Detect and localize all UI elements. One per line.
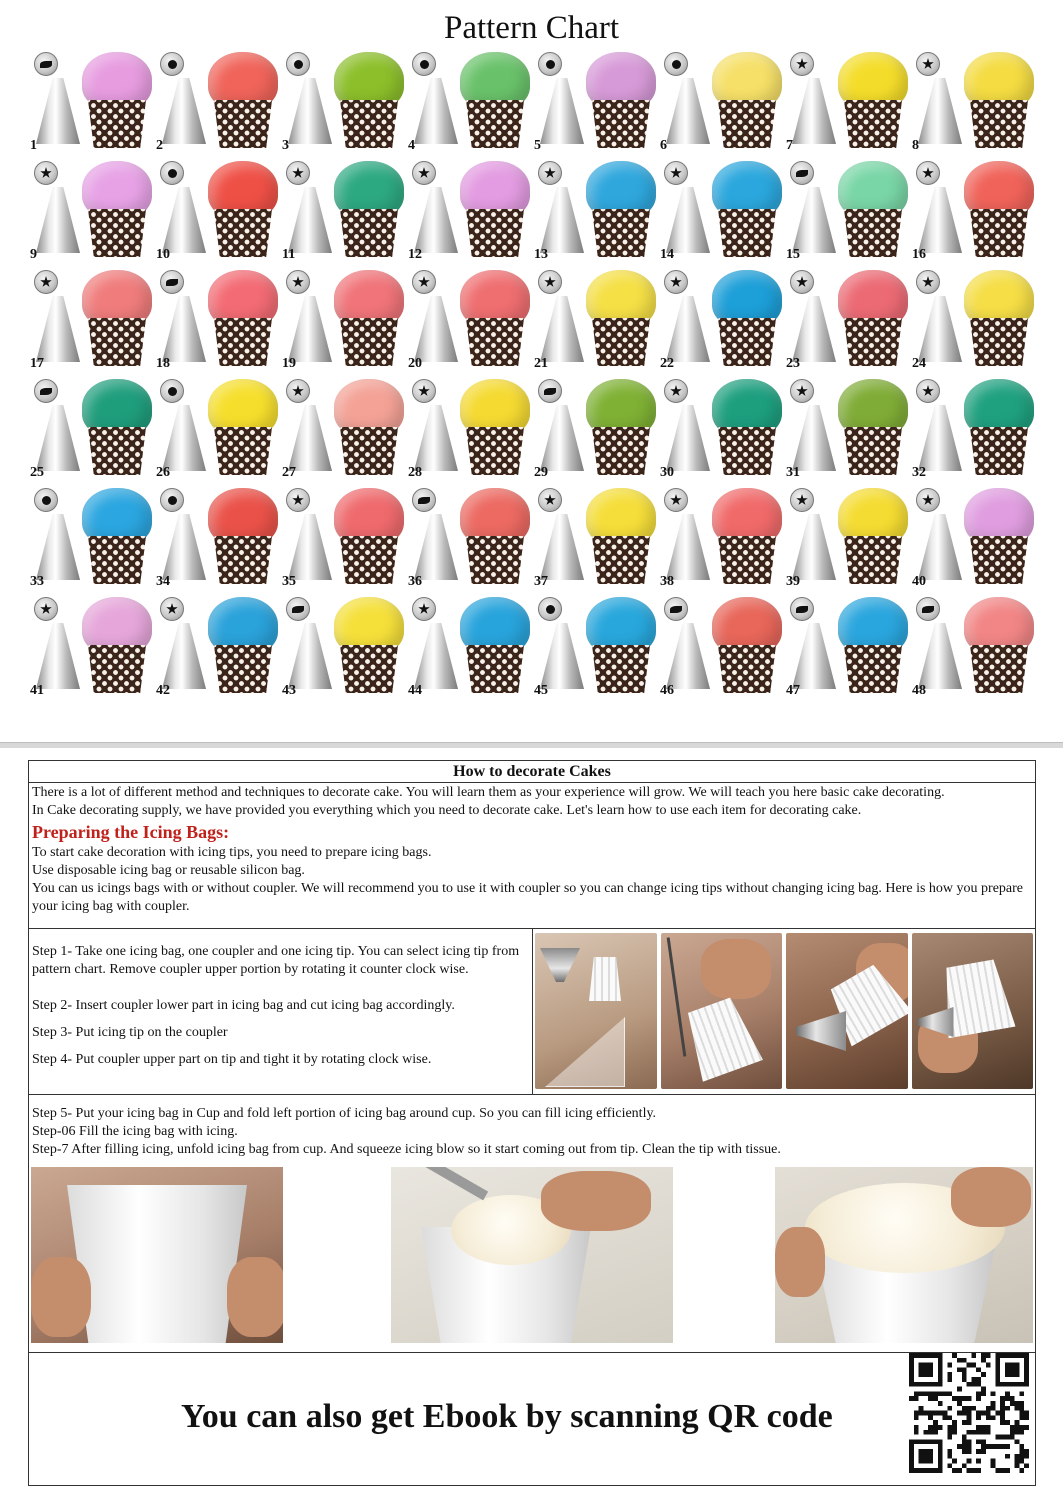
cupcake-liner (592, 536, 650, 584)
prep-line: You can us icings bags with or without coupler. We will recommend you to use it with coupler so you can change icing tips without changing icing bag. Here is how you prepare your icing bag with coupler. (32, 881, 1023, 914)
piping-tip-icon (288, 623, 332, 689)
piping-tip-icon (162, 78, 206, 144)
coupler-steps-text (29, 929, 533, 1094)
step-5: Step 5- Put your icing bag in Cup and fold left portion of icing bag around cup. So you can fill icing efficiently. (32, 1106, 657, 1121)
tip-opening-icon (790, 488, 814, 512)
piping-tip-icon (36, 78, 80, 144)
piping-tip-icon (288, 514, 332, 580)
tip-number: 42 (156, 683, 170, 698)
cupcake-liner (718, 209, 776, 257)
pattern-grid (28, 48, 1036, 704)
cupcake-liner (970, 100, 1028, 148)
photo-tighten-ring (912, 933, 1034, 1089)
pattern-tip-39 (784, 484, 910, 592)
tip-number: 44 (408, 683, 422, 698)
tip-number: 41 (30, 683, 44, 698)
prep-line: Use disposable icing bag or reusable silicon bag. (32, 863, 305, 878)
pattern-tip-44 (406, 593, 532, 701)
tip-opening-icon (790, 52, 814, 76)
piping-tip-icon (540, 405, 584, 471)
tip-opening-icon (538, 379, 562, 403)
pattern-tip-38 (658, 484, 784, 592)
piping-tip-icon (792, 623, 836, 689)
pattern-tip-24 (910, 266, 1036, 374)
pattern-tip-6 (658, 48, 784, 156)
pattern-tip-30 (658, 375, 784, 483)
pattern-tip-26 (154, 375, 280, 483)
piping-tip-icon (540, 296, 584, 362)
pattern-tip-29 (532, 375, 658, 483)
pattern-tip-12 (406, 157, 532, 265)
tip-number: 46 (660, 683, 674, 698)
prep-line: To start cake decoration with icing tips, you need to prepare icing bags. (32, 845, 432, 860)
piping-tip-icon (792, 514, 836, 580)
piping-tip-icon (540, 78, 584, 144)
tip-number: 24 (912, 356, 926, 371)
cupcake-liner (340, 209, 398, 257)
cupcake-liner (466, 427, 524, 475)
piping-tip-icon (162, 623, 206, 689)
tip-opening-icon (286, 597, 310, 621)
tip-opening-icon (160, 161, 184, 185)
tip-number: 35 (282, 574, 296, 589)
pattern-tip-22 (658, 266, 784, 374)
pattern-tip-10 (154, 157, 280, 265)
piping-tip-icon (36, 405, 80, 471)
cupcake-liner (88, 427, 146, 475)
cupcake-liner (844, 318, 902, 366)
pattern-tip-4 (406, 48, 532, 156)
tip-number: 18 (156, 356, 170, 371)
tip-opening-icon (412, 161, 436, 185)
chart-title: Pattern Chart (443, 10, 620, 46)
tip-opening-icon (916, 597, 940, 621)
cupcake-liner (466, 209, 524, 257)
tip-number: 37 (534, 574, 548, 589)
tip-opening-icon (286, 161, 310, 185)
tip-number: 45 (534, 683, 548, 698)
tip-opening-icon (160, 488, 184, 512)
tip-number: 34 (156, 574, 170, 589)
intro-section (29, 783, 1035, 929)
pattern-tip-27 (280, 375, 406, 483)
pattern-tip-7 (784, 48, 910, 156)
photo-fill-icing (391, 1167, 673, 1343)
tip-opening-icon (790, 270, 814, 294)
cupcake-liner (466, 318, 524, 366)
cupcake-liner (340, 318, 398, 366)
pattern-tip-37 (532, 484, 658, 592)
cupcake-liner (844, 427, 902, 475)
pattern-tip-47 (784, 593, 910, 701)
tip-number: 13 (534, 247, 548, 262)
cupcake-liner (844, 209, 902, 257)
cupcake-liner (88, 536, 146, 584)
tip-number: 39 (786, 574, 800, 589)
cupcake-liner (214, 645, 272, 693)
tip-opening-icon (916, 488, 940, 512)
cupcake-liner (970, 536, 1028, 584)
tip-number: 43 (282, 683, 296, 698)
photo-coupler-parts (535, 933, 657, 1089)
cupcake-liner (592, 645, 650, 693)
tip-number: 47 (786, 683, 800, 698)
tip-opening-icon (664, 161, 688, 185)
tip-opening-icon (916, 161, 940, 185)
piping-tip-icon (792, 187, 836, 253)
tip-number: 26 (156, 465, 170, 480)
tip-opening-icon (412, 488, 436, 512)
tip-number: 14 (660, 247, 674, 262)
pattern-tip-36 (406, 484, 532, 592)
pattern-tip-17 (28, 266, 154, 374)
pattern-tip-32 (910, 375, 1036, 483)
pattern-tip-41 (28, 593, 154, 701)
tip-opening-icon (538, 52, 562, 76)
piping-tip-icon (918, 296, 962, 362)
cupcake-liner (844, 100, 902, 148)
tip-opening-icon (412, 379, 436, 403)
tip-opening-icon (34, 161, 58, 185)
tip-opening-icon (160, 597, 184, 621)
cupcake-liner (340, 536, 398, 584)
tip-number: 17 (30, 356, 44, 371)
tip-opening-icon (538, 161, 562, 185)
tip-opening-icon (412, 270, 436, 294)
step-6: Step-06 Fill the icing bag with icing. (32, 1124, 238, 1139)
pattern-tip-14 (658, 157, 784, 265)
piping-tip-icon (918, 78, 962, 144)
pattern-tip-21 (532, 266, 658, 374)
piping-tip-icon (666, 296, 710, 362)
tip-opening-icon (790, 379, 814, 403)
piping-tip-icon (792, 405, 836, 471)
piping-tip-icon (162, 405, 206, 471)
pattern-tip-16 (910, 157, 1036, 265)
cupcake-liner (592, 427, 650, 475)
pattern-tip-8 (910, 48, 1036, 156)
tip-number: 38 (660, 574, 674, 589)
tip-opening-icon (160, 52, 184, 76)
cupcake-liner (844, 645, 902, 693)
pattern-tip-48 (910, 593, 1036, 701)
pattern-tip-28 (406, 375, 532, 483)
cupcake-liner (340, 100, 398, 148)
piping-tip-icon (162, 187, 206, 253)
tip-opening-icon (538, 488, 562, 512)
pattern-tip-1 (28, 48, 154, 156)
tip-number: 6 (660, 138, 667, 153)
tip-opening-icon (916, 52, 940, 76)
pattern-tip-18 (154, 266, 280, 374)
piping-tip-icon (414, 405, 458, 471)
cupcake-liner (970, 645, 1028, 693)
piping-tip-icon (918, 187, 962, 253)
piping-tip-icon (666, 623, 710, 689)
tip-number: 8 (912, 138, 919, 153)
cupcake-liner (592, 318, 650, 366)
photo-cut-bag (661, 933, 783, 1089)
pattern-tip-19 (280, 266, 406, 374)
intro-line: There is a lot of different method and techniques to decorate cake. You will learn them as your experience will grow. We will teach you here basic cake decorating. (32, 785, 945, 800)
piping-tip-icon (414, 514, 458, 580)
tip-opening-icon (34, 52, 58, 76)
cupcake-liner (88, 645, 146, 693)
cupcake-liner (592, 209, 650, 257)
piping-tip-icon (36, 514, 80, 580)
piping-tip-icon (288, 405, 332, 471)
tip-number: 16 (912, 247, 926, 262)
pattern-tip-20 (406, 266, 532, 374)
cupcake-liner (214, 427, 272, 475)
piping-tip-icon (414, 296, 458, 362)
tip-opening-icon (412, 52, 436, 76)
cupcake-liner (466, 645, 524, 693)
pattern-tip-43 (280, 593, 406, 701)
tip-number: 19 (282, 356, 296, 371)
piping-tip-icon (792, 296, 836, 362)
tip-number: 22 (660, 356, 674, 371)
qr-caption: You can also get Ebook by scanning QR code (181, 1398, 833, 1435)
tip-number: 9 (30, 247, 37, 262)
tip-number: 36 (408, 574, 422, 589)
pattern-tip-13 (532, 157, 658, 265)
piping-tip-icon (666, 514, 710, 580)
cupcake-liner (214, 318, 272, 366)
photo-unfold-bag (775, 1167, 1033, 1343)
tip-number: 23 (786, 356, 800, 371)
pattern-tip-33 (28, 484, 154, 592)
piping-tip-icon (414, 623, 458, 689)
coupler-steps-photos (535, 933, 1033, 1089)
piping-tip-icon (36, 187, 80, 253)
tip-opening-icon (790, 161, 814, 185)
pattern-tip-5 (532, 48, 658, 156)
piping-tip-icon (162, 296, 206, 362)
tip-number: 40 (912, 574, 926, 589)
step-4: Step 4- Put coupler upper part on tip and tight it by rotating clock wise. (32, 1052, 432, 1067)
step-3: Step 3- Put icing tip on the coupler (32, 1025, 228, 1040)
tip-opening-icon (34, 379, 58, 403)
piping-tip-icon (792, 78, 836, 144)
piping-tip-icon (162, 514, 206, 580)
intro-line: In Cake decorating supply, we have provided you everything which you need to decorate cake. Let's learn how to use each item for decorating cake. (32, 803, 862, 818)
coupler-steps-section (29, 929, 1035, 1095)
cupcake-liner (970, 427, 1028, 475)
tip-opening-icon (34, 270, 58, 294)
tip-number: 32 (912, 465, 926, 480)
tip-opening-icon (286, 52, 310, 76)
tip-opening-icon (916, 379, 940, 403)
cupcake-liner (214, 100, 272, 148)
cupcake-liner (88, 209, 146, 257)
piping-tip-icon (540, 187, 584, 253)
pattern-tip-34 (154, 484, 280, 592)
pattern-tip-9 (28, 157, 154, 265)
pattern-tip-23 (784, 266, 910, 374)
tip-opening-icon (916, 270, 940, 294)
cupcake-liner (340, 645, 398, 693)
cupcake-liner (718, 427, 776, 475)
page-separator (0, 742, 1063, 748)
tip-number: 30 (660, 465, 674, 480)
cupcake-liner (88, 100, 146, 148)
tip-number: 20 (408, 356, 422, 371)
tip-opening-icon (286, 379, 310, 403)
piping-tip-icon (36, 623, 80, 689)
pattern-tip-3 (280, 48, 406, 156)
tip-opening-icon (412, 597, 436, 621)
tip-number: 25 (30, 465, 44, 480)
tip-number: 27 (282, 465, 296, 480)
cupcake-liner (214, 209, 272, 257)
tip-number: 31 (786, 465, 800, 480)
pattern-tip-42 (154, 593, 280, 701)
cupcake-liner (970, 318, 1028, 366)
step-2: Step 2- Insert coupler lower part in icing bag and cut icing bag accordingly. (32, 998, 455, 1013)
tip-number: 2 (156, 138, 163, 153)
tip-number: 15 (786, 247, 800, 262)
tip-opening-icon (790, 597, 814, 621)
tip-number: 5 (534, 138, 541, 153)
cupcake-liner (718, 100, 776, 148)
tip-number: 3 (282, 138, 289, 153)
step-1: Step 1- Take one icing bag, one coupler and one icing tip. You can select icing tip from pattern chart. Remove coupler upper portion by rotating it counter clock wise. (32, 944, 520, 977)
tip-number: 21 (534, 356, 548, 371)
prep-heading: Preparing the Icing Bags: (32, 822, 230, 842)
tip-number: 7 (786, 138, 793, 153)
pattern-tip-15 (784, 157, 910, 265)
photo-attach-tip (786, 933, 908, 1089)
pattern-tip-11 (280, 157, 406, 265)
tip-number: 12 (408, 247, 422, 262)
tip-number: 11 (282, 247, 296, 262)
qr-code-icon[interactable] (909, 1353, 1029, 1473)
qr-section (29, 1353, 1035, 1485)
tip-number: 28 (408, 465, 422, 480)
tip-number: 1 (30, 138, 37, 153)
guide-title: How to decorate Cakes (29, 761, 1035, 783)
piping-tip-icon (918, 514, 962, 580)
pattern-tip-35 (280, 484, 406, 592)
tip-opening-icon (538, 270, 562, 294)
cupcake-liner (340, 427, 398, 475)
pattern-tip-31 (784, 375, 910, 483)
piping-tip-icon (918, 623, 962, 689)
piping-tip-icon (288, 296, 332, 362)
tip-number: 33 (30, 574, 44, 589)
tip-opening-icon (664, 270, 688, 294)
pattern-tip-46 (658, 593, 784, 701)
piping-tip-icon (414, 187, 458, 253)
decorating-guide (28, 760, 1036, 1486)
tip-opening-icon (664, 488, 688, 512)
cupcake-liner (592, 100, 650, 148)
piping-tip-icon (666, 405, 710, 471)
tip-opening-icon (160, 379, 184, 403)
piping-tip-icon (414, 78, 458, 144)
tip-opening-icon (34, 488, 58, 512)
step-7: Step-7 After filling icing, unfold icing bag from cup. And squeeze icing blow so it start coming out from tip. Clean the tip with tissue. (32, 1142, 781, 1157)
pattern-tip-45 (532, 593, 658, 701)
cupcake-liner (718, 318, 776, 366)
piping-tip-icon (288, 187, 332, 253)
piping-tip-icon (540, 514, 584, 580)
cupcake-liner (466, 536, 524, 584)
piping-tip-icon (36, 296, 80, 362)
piping-tip-icon (288, 78, 332, 144)
cupcake-liner (214, 536, 272, 584)
tip-number: 48 (912, 683, 926, 698)
tip-opening-icon (286, 488, 310, 512)
tip-opening-icon (160, 270, 184, 294)
pattern-tip-40 (910, 484, 1036, 592)
piping-tip-icon (666, 78, 710, 144)
pattern-tip-2 (154, 48, 280, 156)
filling-steps-section (29, 1095, 1035, 1353)
piping-tip-icon (540, 623, 584, 689)
tip-number: 10 (156, 247, 170, 262)
cupcake-liner (718, 645, 776, 693)
photo-bag-in-cup (31, 1167, 283, 1343)
cupcake-liner (718, 536, 776, 584)
tip-opening-icon (34, 597, 58, 621)
pattern-tip-25 (28, 375, 154, 483)
tip-opening-icon (664, 597, 688, 621)
tip-opening-icon (664, 52, 688, 76)
tip-opening-icon (286, 270, 310, 294)
filling-steps-photos (29, 1167, 1035, 1343)
tip-opening-icon (538, 597, 562, 621)
piping-tip-icon (666, 187, 710, 253)
cupcake-liner (844, 536, 902, 584)
cupcake-liner (970, 209, 1028, 257)
piping-tip-icon (918, 405, 962, 471)
tip-number: 4 (408, 138, 415, 153)
cupcake-liner (466, 100, 524, 148)
tip-number: 29 (534, 465, 548, 480)
cupcake-liner (88, 318, 146, 366)
tip-opening-icon (664, 379, 688, 403)
